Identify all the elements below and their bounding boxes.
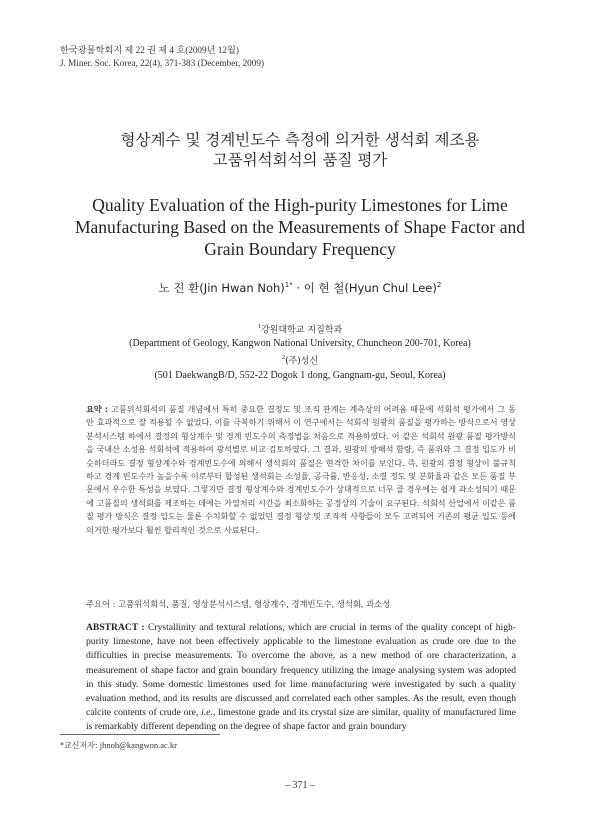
footnote-email: jhnoh@kangwon.ac.kr [97, 740, 177, 750]
korean-title-line: 형상계수 및 경계빈도수 측정에 의거한 생석회 제조용 [120, 131, 480, 149]
affiliation-name: 강원대학교 지질학과 [261, 325, 343, 336]
korean-keywords-text: 고품위석회석, 품질, 영상분석시스템, 형상계수, 경계빈도수, 생석회, 과소성 [118, 599, 391, 609]
affiliation-mark: 1 [257, 323, 262, 330]
footnote-label: *교신저자: [60, 741, 98, 750]
english-abstract-text: Crystallinity and textural relations, which are crucial in terms of the quality concept of high-purity limestone, have not been effectively applicable to the limestone evaluation as crude ore due to the difficulties in precise measurements. To overcome the above, as a new method of ore characterization, a measurement of shape factor and grain boundary frequency utilizing the image analysing system was adopted in this study. Some domestic limestones used for lime manufacturing were investigated by such a quality evaluation method, and its results are discussed and correlated each other samples. As the result, even though calcite contents of crude ore, [86, 622, 516, 719]
english-title-line: Manufacturing Based on the Measurements of Shape Factor and [74, 217, 525, 237]
affiliation-english: (Department of Geology, Kangwon National University, Chuncheon 200-701, Korea) [129, 338, 471, 350]
author-name: 노 진 환(Jin Hwan Noh) [158, 281, 285, 295]
korean-abstract-label: 요약 : [86, 404, 109, 414]
english-abstract-ie: i.e. [201, 707, 213, 719]
footnote-divider [60, 734, 220, 735]
author-line [40, 280, 560, 296]
korean-keywords-label: 주요어 : [86, 599, 116, 609]
affiliation-english: (501 DaekwangB/D, 552-22 Dogok 1 dong, Gangnam-gu, Seoul, Korea) [154, 369, 446, 381]
affiliation-mark: 2 [281, 354, 286, 362]
english-abstract-text-continued: , limestone grade and its crystal size are similar, quality of manufactured lime is remarkably different depending on the degree of shape factor and grain boundary [86, 707, 516, 733]
journal-header [60, 44, 540, 69]
english-title [40, 194, 560, 260]
korean-title [40, 130, 560, 170]
affiliations [40, 320, 560, 383]
korean-abstract-text: 고품위석회석의 품질 개념에서 특히 중요한 결정도 및 조직 관계는 계측상의 어려움 때문에 석회석 평가에서 그 동안 효과적으로 잘 적용될 수 없었다. 이를 극복하기 위해서 이 연구에서는 석회석 원광의 품질을 평가하는 방식으로서 영상분석시스템 하에서 결정의 형상계수 및 경계 빈도수의 측정법을 처음으로 적용하였다. 이 같은 석회석 원광 품질 평가방식을 국내산 소성용 석회석에 적용하여 광석별로 비교·검토하였다. 그 결과, 원광의 방해석 함량, 즉 품위와 그 결정 입도가 비슷하더라도 결정 형상계수와 경계빈도수에 의해서 생석회의 품질은 현격한 차이를 보인다. 즉, 원광의 결정 형상이 불규칙하고 경계 빈도수가 높을수록 이로부터 합성된 생석회는 소성율, 공극률, 반응성, 소결 정도 및 분화율과 같은 모든 품질 부문에서 우수한 특성을 보였다. 그렇지만 결정 형상계수와 경계빈도수가 상대적으로 너무 클 경우에는 쉽게 과소성되기 때문에 고품질의 생석회를 제조하는 데에는 가열처리 시간을 최소화하는 공정상의 기술이 요구된다. 석회석 산업에서 이같은 품질 평가 방식은 결정 입도는 물론 수치화할 수 없었던 결정 형상 및 조직적 사항들이 모두 고려되어 기존의 평균 입도 등에 의거한 평가보다 훨씬 합리적인 것으로 사료된다. [86, 404, 516, 535]
journal-header-korean: 한국광물학회지 제 22 권 제 4 호(2009년 12월) [60, 45, 239, 55]
author-separator: · [292, 281, 304, 295]
affiliation-korean [40, 320, 560, 337]
journal-header-english: J. Miner. Soc. Korea, 22(4), 371-383 (December, 2009) [60, 57, 264, 68]
author-name: 이 현 철(Hyun Chul Lee) [303, 281, 437, 295]
korean-abstract [86, 403, 516, 537]
author-affiliation-mark: 2 [436, 281, 442, 290]
english-abstract-label: ABSTRACT : [86, 622, 145, 633]
english-abstract [86, 621, 516, 735]
korean-keywords [86, 598, 516, 610]
korean-title-line: 고품위석회석의 품질 평가 [212, 151, 388, 169]
english-title-line: Grain Boundary Frequency [204, 239, 396, 259]
author-affiliation-mark: 1* [284, 281, 293, 290]
corresponding-author-footnote [60, 740, 360, 751]
english-title-line: Quality Evaluation of the High-purity Limestones for Lime [92, 195, 508, 215]
page-number: – 371 – [285, 780, 315, 791]
affiliation-name: (주)성신 [285, 356, 319, 367]
affiliation-korean [40, 351, 560, 368]
